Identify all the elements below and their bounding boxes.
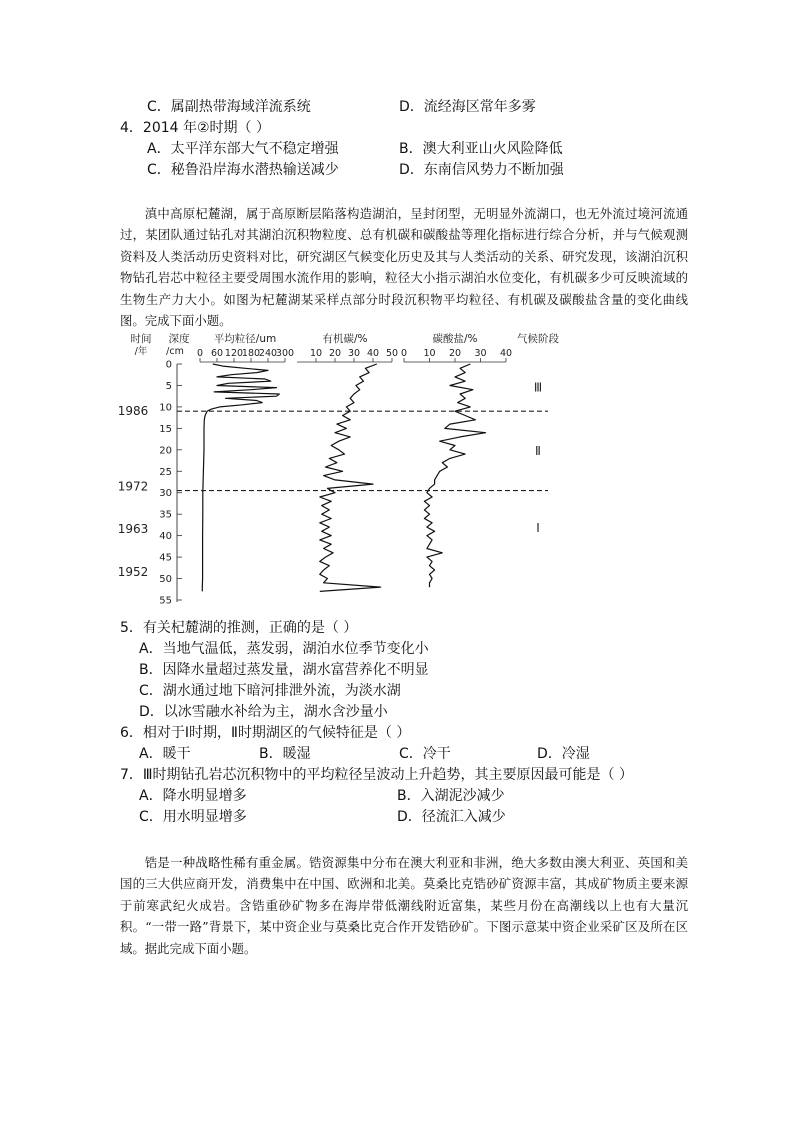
panel-top-tick-label: 300 [275,348,295,359]
depth-tick-label: 30 [159,488,172,500]
depth-tick-label: 20 [159,445,172,457]
climate-stage-label: Ⅲ [533,380,543,395]
depth-tick-label: 15 [159,423,172,435]
depth-axis-header: 深度 [168,333,190,345]
q4-option-b: B．澳大利亚山火风险降低 [399,141,563,157]
q7-stem: 7．Ⅲ时期钻孔岩芯沉积物中的平均粒径呈波动上升趋势，其主要原因最可能是（ ） [120,767,634,783]
q6-option-c: C．冷干 [399,746,451,762]
carbonate-title: 碳酸盐/% [432,333,478,345]
panel-top-tick-label: 40 [499,348,513,359]
q4-option-c: C．秘鲁沿岸海水潜热输送减少 [147,162,339,178]
q4-option-a: A．太平洋东部大气不稳定增强 [147,141,339,157]
q6-stem: 6．相对于Ⅰ时期，Ⅱ时期湖区的气候特征是（ ） [120,725,411,741]
panel-top-tick-label: 10 [423,348,436,359]
passage-qilu-lake [120,203,688,331]
q7-option-b: B．入湖泥沙减少 [397,788,505,804]
organic-carbon-curve [320,364,381,591]
q6-option-d: D．冷湿 [537,746,590,762]
climate-stage-label: Ⅰ [536,521,540,536]
depth-tick-label: 0 [165,359,172,371]
panel-top-tick-label: 0 [196,348,204,359]
panel-top-tick-label: 240 [258,348,278,359]
panel-top-tick-label: 120 [224,348,244,359]
q6-option-b: B．暖湿 [259,746,311,762]
grain-size-curve [202,364,279,591]
q7-option-c: C．用水明显增多 [139,809,247,825]
q5-option-a: A．当地气温低，蒸发弱，湖泊水位季节变化小 [139,641,429,657]
depth-tick-label: 50 [159,574,172,586]
depth-tick-label: 10 [159,402,172,414]
year-label: 1952 [117,565,149,580]
panel-top-tick-label: 60 [210,348,224,359]
climate-stage-title: 气候阶段 [517,333,559,345]
panel-top-tick-label: 30 [474,348,487,359]
q3-option-c: C．属副热带海域洋流系统 [147,99,311,115]
organic-carbon-title: 有机碳/% [322,333,368,345]
passage-zirconium-text: 锆是一种战略性稀有重金属。锆资源集中分布在澳大利亚和非洲，绝大多数由澳大利亚、英国和美国的三大供应商开发，消费集中在中国、欧洲和北美。莫桑比克锆砂矿资源丰富，其成矿物质主要来源于前寒武纪火成岩。含锆重砂矿物多在海岸带低潮线附近富集，某些月份在高潮线以上也有大量沉积。“一带一路”背景下，某中资企业与莫桑比克合作开发锆砂矿。下图示意某中资企业采矿区及所在区域。据此完成下面小题。 [120,855,688,956]
year-label: 1972 [117,479,149,494]
passage-qilu-lake-text: 滇中高原杞麓湖，属于高原断层陷落构造湖泊，呈封闭型，无明显外流湖口，也无外流过境河流通过，某团队通过钻孔对其湖泊沉积物粒度、总有机碳和碳酸盐等理化指标进行综合分析，并与气候观测资料及人类活动历史资料对比，研究湖区气候变化历史及其与人类活动的关系、研究发现，该湖泊沉积物钻孔岩芯中粒径主要受周围水流作用的影响，粒径大小指示湖泊水位变化，有机碳多少可反映流域的生物生产力大小。如图为杞麓湖某采样点部分时段沉积物平均粒径、有机碳及碳酸盐含量的变化曲线图。完成下面小题。 [120,206,688,329]
q6-option-a: A．暖干 [139,746,191,762]
depth-tick-label: 55 [159,595,172,607]
depth-tick-label: 40 [159,531,172,543]
panel-top-tick-label: 10 [309,348,323,359]
q4-option-d: D．东南信风势力不断加强 [399,162,564,178]
q5-option-b: B．因降水量超过蒸发量，湖水富营养化不明显 [139,662,429,678]
passage-zirconium [120,852,688,959]
q7-option-a: A．降水明显增多 [139,788,247,804]
depth-tick-label: 35 [159,509,172,521]
q5-option-d: D．以冰雪融水补给为主，湖水含沙量小 [139,704,388,720]
q3-option-d: D．流经海区常年多雾 [399,99,536,115]
depth-axis-unit: /cm [166,346,184,357]
time-axis-header: 时间 [130,333,152,345]
panel-top-tick-label: 40 [366,348,380,359]
climate-stage-label: Ⅱ [535,443,541,458]
year-label: 1986 [117,404,149,419]
time-axis-unit: /年 [134,346,148,357]
panel-top-tick-label: 30 [347,348,361,359]
grain-size-title: 平均粒径/um [213,333,277,345]
year-label: 1963 [117,522,149,537]
depth-tick-label: 5 [165,380,172,392]
q5-stem: 5．有关杞麓湖的推测，正确的是（ ） [120,620,358,636]
carbonate-curve [424,364,485,587]
depth-tick-label: 25 [159,466,172,478]
panel-top-tick-label: 180 [241,348,261,359]
q4-stem: 4．2014 年②时期（ ） [120,120,270,136]
panel-top-tick-label: 20 [328,348,342,359]
depth-tick-label: 45 [159,552,172,564]
q5-option-c: C．湖水通过地下暗河排泄外流，为淡水湖 [139,683,401,699]
q7-option-d: D．径流汇入减少 [397,809,506,825]
panel-top-tick-label: 20 [448,348,462,359]
panel-top-tick-label: 50 [385,348,399,359]
panel-top-tick-label: 0 [400,348,408,359]
